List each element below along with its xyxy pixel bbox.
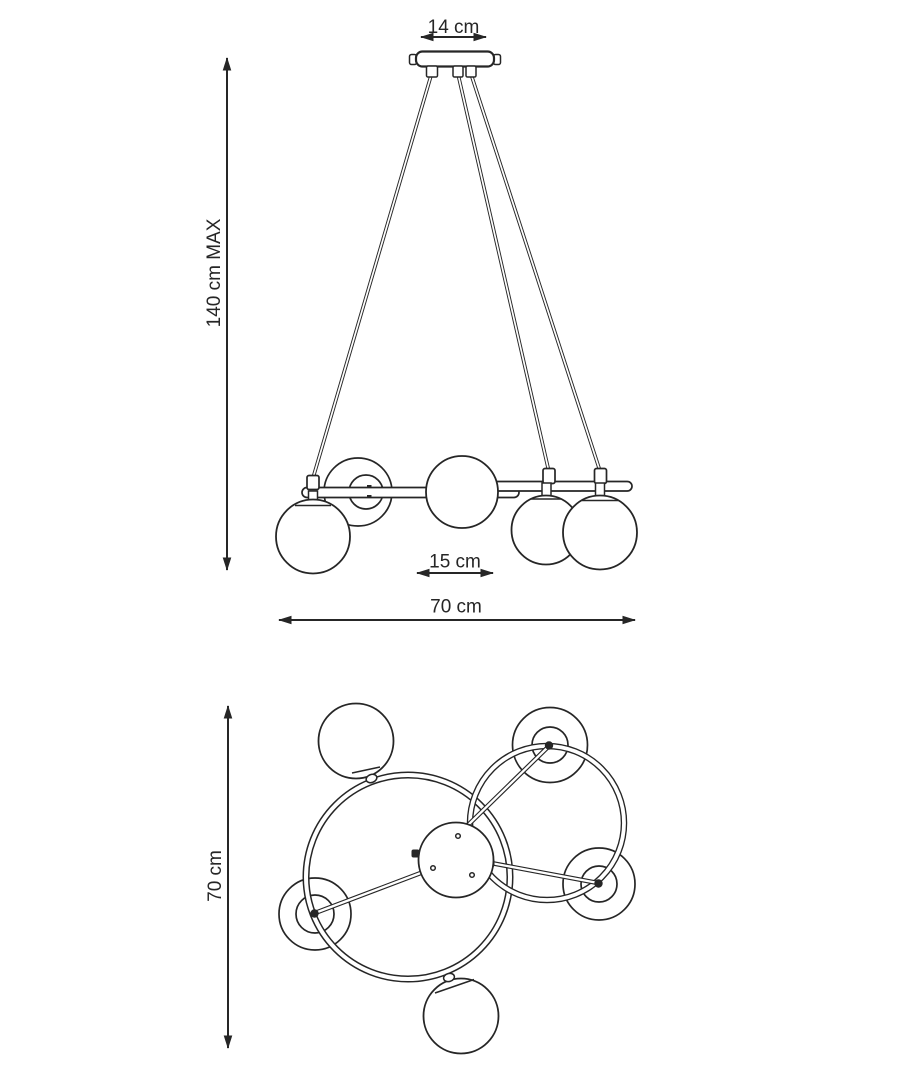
cable-gland-right <box>466 66 476 77</box>
cable-connector-right <box>595 469 607 484</box>
set-screw-top <box>367 485 372 488</box>
dimension-label: 140 cm MAX <box>204 218 225 328</box>
dimension-fixture-depth <box>205 706 228 1048</box>
disk-screw-top <box>456 834 461 839</box>
globe-bottom <box>424 979 499 1054</box>
cable-core <box>313 74 432 478</box>
cable-gland-left <box>427 66 438 77</box>
cable-left <box>313 74 432 478</box>
globe-left <box>276 500 350 574</box>
central-disk <box>412 823 495 898</box>
ceiling-canopy <box>410 52 501 78</box>
dimension-label: 70 cm <box>205 850 226 902</box>
suspension-cables <box>313 74 600 478</box>
arm-joint-right <box>594 879 602 887</box>
dimension-label: 70 cm <box>430 596 482 618</box>
dimension-max-height <box>204 58 227 570</box>
plan-view <box>205 704 635 1054</box>
side-view <box>204 17 637 620</box>
canopy-body <box>416 52 494 67</box>
globe-right-front <box>563 496 637 570</box>
globe-top-left <box>319 704 394 779</box>
cable-connector-left <box>307 476 319 490</box>
globe-center <box>426 456 498 528</box>
arm-joint-top-right <box>545 741 553 749</box>
cable-gland-middle <box>453 66 463 77</box>
dimension-label: 15 cm <box>429 551 481 573</box>
dimension-fixture-width <box>279 597 635 621</box>
dimension-label: 14 cm <box>427 17 480 38</box>
dimension-canopy-width <box>421 17 486 38</box>
dimension-globe-diameter <box>417 552 493 574</box>
arm-joint-lower-left <box>310 909 318 917</box>
cable-connector-middle <box>543 469 555 484</box>
disk-screw-right <box>470 873 475 878</box>
set-screw-bottom <box>367 495 372 498</box>
disk-screw-left <box>431 866 436 871</box>
